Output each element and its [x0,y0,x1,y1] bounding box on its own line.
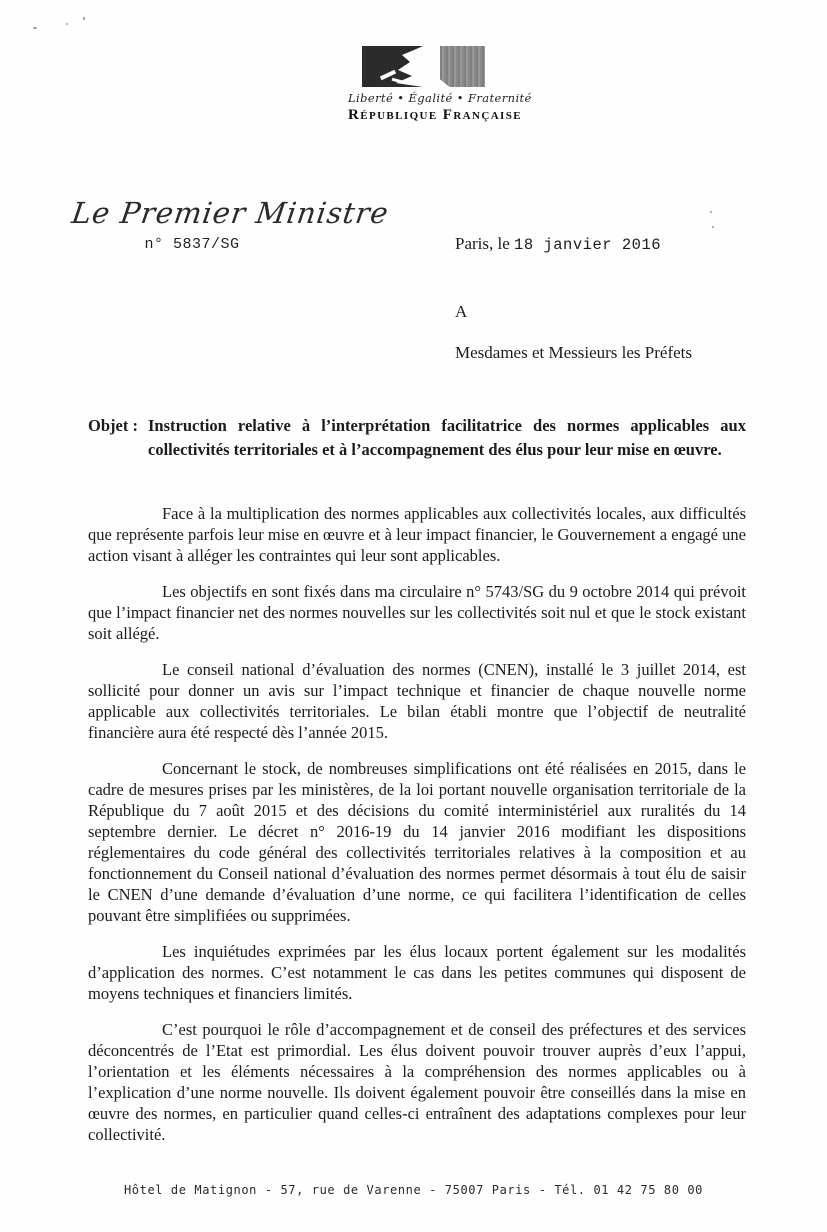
recipient-name: Mesdames et Messieurs les Préfets [455,343,693,362]
letter-reference-number: n° 5837/SG [144,236,240,253]
sender-block [69,196,392,253]
dateline-prefix: Paris, le [455,234,510,253]
logo-marks [348,46,498,87]
republique-francaise-logo [348,46,532,124]
subject-text: Instruction relative à l’interprétation facilitatrice des normes applicables aux collectivités territoriales et à l’accompagnement des élus pour leur mise en œuvre. [148,416,746,459]
body-paragraph: Les objectifs en sont fixés dans ma circulaire n° 5743/SG du 9 octobre 2014 qui prévoit que l’impact financier net des normes nouvelles sur les collectivités soit nul et que le stock existant soit allégé. [88,582,746,643]
sender-title: Le Premier Ministre [69,196,392,230]
letter-body [88,503,746,1160]
scan-speck [33,27,37,29]
scan-speck [712,226,714,228]
body-paragraph: Face à la multiplication des normes applicables aux collectivités locales, aux difficultés que représente parfois leur mise en œuvre et à leur impact financier, le Gouvernement a engagé une action visant à alléger les contraintes qui leur sont applicables. [88,504,746,565]
scan-speck [83,17,85,20]
scan-speck [66,23,68,25]
dateline [455,234,661,254]
body-paragraph: C’est pourquoi le rôle d’accompagnement et de conseil des préfectures et des services déconcentrés de l’Etat est primordial. Les élus doivent pouvoir trouver auprès d’eux l’appui, l’orientation et les éléments nécessaires à la compréhension des normes applicables ou à l’explication d’une norme nouvelle. Ils doivent également pouvoir être conseillés dans la mise en œuvre des normes, en particulier quand celles-ci entraînent des adaptations complexes pour leur collectivité. [88,1020,746,1144]
subject-label: Objet : [88,416,138,435]
body-paragraph: Le conseil national d’évaluation des normes (CNEN), installé le 3 juillet 2014, est sollicité pour donner un avis sur l’impact technique et financier de chaque nouvelle norme applicable aux collectivités territoriales. Le bilan établi montre que l’objectif de neutralité financière aura été respecté dès l’année 2015. [88,660,746,742]
marianne-icon [362,46,423,87]
logo-motto: Liberté • Égalité • Fraternité [348,91,532,105]
body-paragraph: Concernant le stock, de nombreuses simplifications ont été réalisées en 2015, dans le cadre de mesures prises par les ministères, de la loi portant nouvelle organisation territoriale de la République du 7 août 2015 et des décisions du comité interministériel aux ruralités du 14 septembre dernier. Le décret n° 2016-19 du 14 janvier 2016 modifiant les dispositions réglementaires du code général des collectivités territoriales relatives à la composition et au fonctionnement du Conseil national d’évaluation des normes permet désormais à tout élu de saisir le CNEN d’une demande d’évaluation d’une norme, ce qui facilitera l’identification de celles pouvant être simplifiées ou supprimées. [88,759,746,925]
subject-line [88,414,746,462]
recipient-block [455,302,692,363]
scan-speck [710,211,712,213]
letterhead-footer-address: Hôtel de Matignon - 57, rue de Varenne - 75007 Paris - Tél. 01 42 75 80 00 [123,1183,704,1197]
logo-republic-name: République Française [348,107,522,123]
dateline-date: 18 janvier 2016 [514,236,662,254]
body-paragraph: Les inquiétudes exprimées par les élus locaux portent également sur les modalités d’application des normes. C’est notamment le cas dans les petites communes qui disposent de moyens techniques et financiers limités. [88,942,746,1003]
recipient-salutation: A [455,302,468,321]
flag-icon [440,46,485,87]
